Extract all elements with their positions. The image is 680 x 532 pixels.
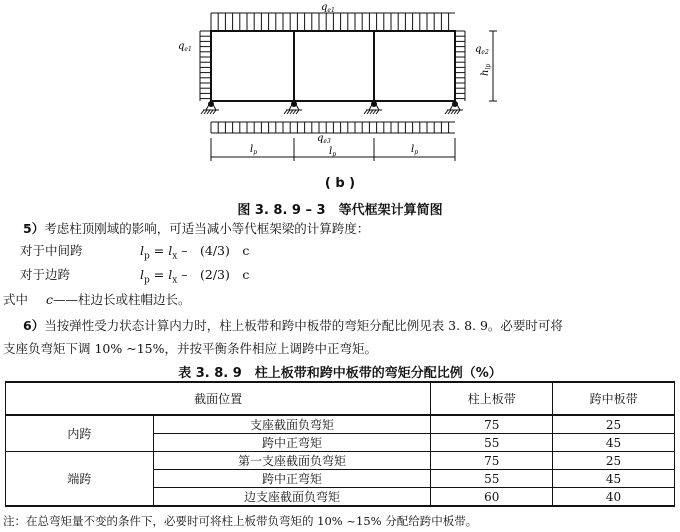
cell-column-strip: 60 bbox=[431, 488, 553, 507]
label-q-top: $q_{e1}$ bbox=[321, 2, 335, 14]
label-height: $h_{lp}$ bbox=[480, 63, 492, 76]
formula-middle-lhs-sub: p bbox=[144, 251, 150, 262]
figure-title: 图 3. 8. 9 – 3 等代框架计算简图 bbox=[237, 203, 443, 218]
cell-middle-strip: 40 bbox=[553, 488, 675, 507]
formula-edge-var: l bbox=[168, 267, 173, 282]
formula-middle-span bbox=[20, 241, 249, 262]
formula-edge-span-label: 对于边跨 bbox=[20, 267, 71, 282]
frame-diagram bbox=[0, 0, 680, 175]
paragraph-5-number: 5） bbox=[23, 221, 45, 236]
label-q-right: $q_{e2}$ bbox=[475, 44, 489, 56]
label-q-left: $q_{e1}$ bbox=[178, 41, 192, 53]
group-end-span: 端跨 bbox=[6, 452, 154, 507]
formula-middle-eq: = bbox=[149, 243, 169, 258]
label-span-3: $l_p$ bbox=[411, 144, 419, 156]
group-interior-span: 内跨 bbox=[6, 415, 154, 452]
table-title: 表 3. 8. 9 柱上板带和跨中板带的弯矩分配比例（%） bbox=[178, 366, 502, 381]
cell-position: 跨中正弯矩 bbox=[153, 434, 431, 452]
top-distributed-load bbox=[211, 13, 455, 31]
right-distributed-load bbox=[455, 31, 465, 101]
formula-edge-rest: – (2/3) c bbox=[177, 267, 250, 282]
cell-middle-strip: 25 bbox=[553, 415, 675, 434]
cell-column-strip: 75 bbox=[431, 452, 553, 470]
table-row bbox=[6, 415, 675, 434]
where-text: ——柱边长或柱帽边长。 bbox=[53, 292, 191, 307]
formula-middle-rest: – (4/3) c bbox=[177, 243, 250, 258]
paragraph-6-line-1 bbox=[3, 316, 563, 334]
where-prefix: 式中 bbox=[3, 292, 29, 307]
paragraph-6-number: 6） bbox=[23, 318, 45, 333]
where-clause bbox=[3, 290, 191, 308]
cell-position: 边支座截面负弯矩 bbox=[153, 488, 431, 507]
paragraph-5 bbox=[3, 219, 369, 237]
cell-position: 第一支座截面负弯矩 bbox=[153, 452, 431, 470]
cell-position: 跨中正弯矩 bbox=[153, 470, 431, 488]
left-distributed-load bbox=[200, 31, 211, 101]
moment-distribution-table bbox=[5, 381, 675, 507]
header-middle-strip: 跨中板带 bbox=[553, 382, 675, 415]
table-header-row bbox=[6, 382, 675, 415]
label-span-2: $l_p$ bbox=[329, 146, 337, 158]
header-section-position: 截面位置 bbox=[6, 382, 431, 415]
header-column-strip: 柱上板带 bbox=[431, 382, 553, 415]
frame-outline bbox=[211, 31, 455, 101]
formula-edge-lhs-sub: p bbox=[144, 275, 150, 286]
cell-column-strip: 75 bbox=[431, 415, 553, 434]
label-span-1: $l_p$ bbox=[250, 144, 258, 156]
bottom-distributed-load bbox=[211, 122, 455, 133]
paragraph-6-text-1: 当按弹性受力状态计算内力时，柱上板带和跨中板带的弯矩分配比例见表 3. 8. 9。必要时可将 bbox=[44, 318, 563, 333]
cell-column-strip: 55 bbox=[431, 470, 553, 488]
paragraph-5-text: 考虑柱顶刚域的影响，可适当减小等代框架梁的计算跨度： bbox=[44, 221, 370, 236]
cell-middle-strip: 25 bbox=[553, 452, 675, 470]
formula-edge-lhs: l bbox=[140, 267, 144, 282]
formula-middle-lhs: l bbox=[140, 243, 144, 258]
where-symbol: c bbox=[46, 292, 54, 307]
formula-edge-span bbox=[20, 265, 249, 286]
cell-column-strip: 55 bbox=[431, 434, 553, 452]
formula-middle-span-label: 对于中间跨 bbox=[20, 243, 83, 258]
cell-middle-strip: 45 bbox=[553, 434, 675, 452]
formula-edge-eq: = bbox=[149, 267, 169, 282]
formula-middle-var-sub: x bbox=[172, 251, 178, 262]
formula-middle-var: l bbox=[168, 243, 173, 258]
table-note: 注：在总弯矩量不变的条件下，必要时可将柱上板带负弯矩的 10% ~15% 分配给跨中板带。 bbox=[3, 514, 478, 528]
table-row bbox=[6, 452, 675, 470]
paragraph-6-line-2: 支座负弯矩下调 10% ~15%，并按平衡条件相应上调跨中正弯矩。 bbox=[3, 341, 377, 356]
figure-subcaption: ( b ) bbox=[324, 176, 356, 191]
formula-edge-var-sub: x bbox=[172, 275, 178, 286]
cell-middle-strip: 45 bbox=[553, 470, 675, 488]
column-supports bbox=[201, 101, 463, 114]
cell-position: 支座截面负弯矩 bbox=[153, 415, 431, 434]
label-q-bottom: $q_{e3}$ bbox=[317, 133, 331, 145]
